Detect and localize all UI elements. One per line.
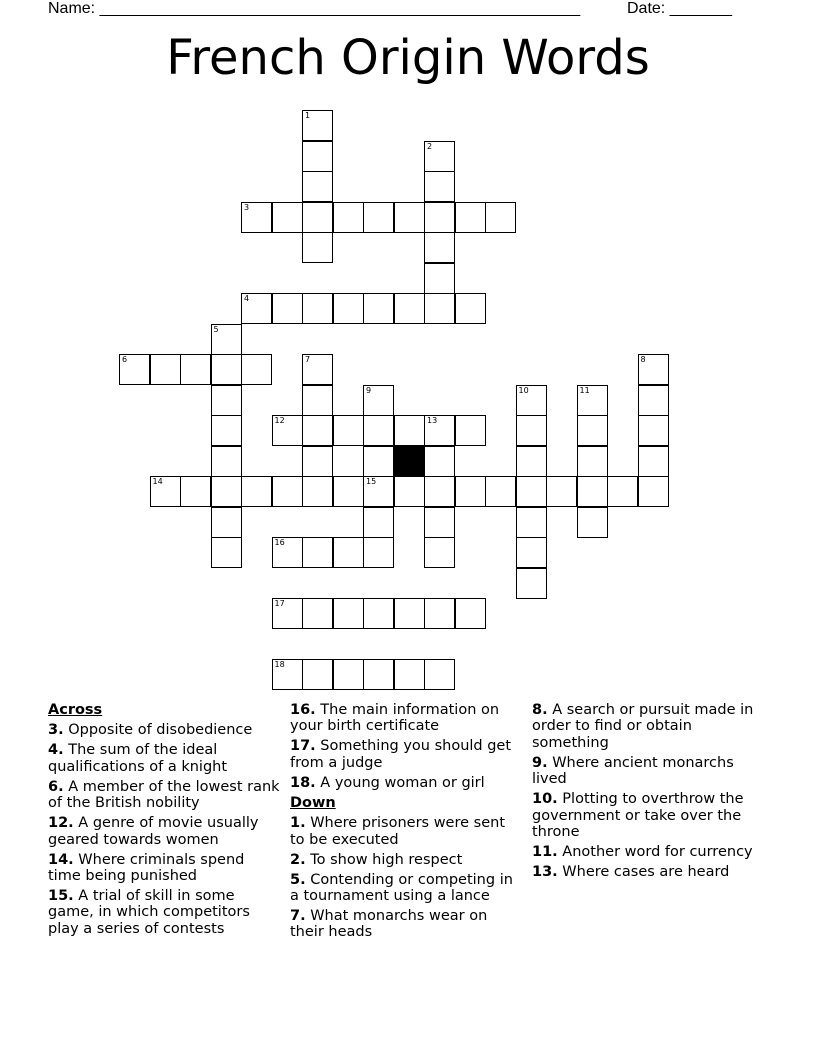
grid-cell[interactable]	[516, 537, 547, 568]
grid-cell[interactable]	[241, 293, 272, 324]
grid-cell[interactable]	[424, 659, 455, 690]
grid-cell[interactable]	[333, 293, 364, 324]
clue-across-18: 18. A young woman or girl	[290, 774, 485, 791]
grid-cell[interactable]	[516, 415, 547, 446]
page-title: French Origin Words	[166, 30, 650, 86]
grid-cell[interactable]	[333, 537, 364, 568]
grid-cell[interactable]	[241, 354, 272, 385]
grid-cell[interactable]	[424, 293, 455, 324]
clue-across-3: 3. Opposite of disobedience	[48, 722, 253, 739]
clue-number: 8	[640, 355, 646, 364]
grid-cell[interactable]	[211, 415, 242, 446]
clue-across-15: 15. A trial of skill in some game, in which competitors play a series of contests	[48, 888, 250, 937]
grid-cell[interactable]	[638, 415, 669, 446]
grid-cell[interactable]	[455, 293, 486, 324]
grid-cell[interactable]	[424, 537, 455, 568]
clue-down-5: 5. Contending or competing in a tournament using a lance	[290, 871, 513, 905]
grid-cell[interactable]	[424, 598, 455, 629]
grid-cell[interactable]	[485, 202, 516, 233]
grid-cell[interactable]	[424, 446, 455, 477]
grid-cell[interactable]	[211, 324, 242, 355]
across-heading: Across	[48, 702, 103, 718]
grid-cell[interactable]	[607, 476, 638, 507]
grid-cell[interactable]	[363, 202, 394, 233]
grid-cell[interactable]	[333, 598, 364, 629]
clue-number: 1	[305, 111, 311, 120]
grid-cell[interactable]	[180, 354, 211, 385]
grid-cell[interactable]	[455, 415, 486, 446]
grid-cell[interactable]	[394, 659, 425, 690]
grid-cell[interactable]	[211, 476, 242, 507]
grid-cell[interactable]	[302, 446, 333, 477]
grid-cell[interactable]	[302, 415, 333, 446]
down-heading: Down	[290, 794, 336, 811]
grid-cell[interactable]	[363, 446, 394, 477]
grid-cell[interactable]	[272, 202, 303, 233]
clues-column-1	[48, 702, 280, 941]
grid-cell[interactable]	[302, 202, 333, 233]
clue-down-2: 2. To show high respect	[290, 851, 463, 868]
clue-down-13: 13. Where cases are heard	[532, 864, 730, 881]
grid-cell[interactable]	[638, 354, 669, 385]
grid-cell[interactable]	[424, 263, 455, 294]
grid-cell[interactable]	[455, 476, 486, 507]
clue-number: 14	[152, 477, 163, 486]
grid-cell[interactable]	[394, 598, 425, 629]
grid-cell[interactable]	[394, 415, 425, 446]
grid-cell[interactable]	[302, 537, 333, 568]
grid-cell[interactable]	[424, 141, 455, 172]
grid-cell[interactable]	[638, 476, 669, 507]
grid-cell[interactable]	[272, 293, 303, 324]
grid-cell[interactable]	[394, 293, 425, 324]
grid-cell[interactable]	[455, 598, 486, 629]
grid-cell[interactable]	[119, 354, 150, 385]
grid-cell[interactable]	[302, 110, 333, 141]
grid-cell[interactable]	[241, 202, 272, 233]
grid-cell[interactable]	[211, 446, 242, 477]
date-field-label: Date: _______	[627, 0, 732, 17]
clue-number: 12	[274, 416, 285, 425]
grid-cell[interactable]	[363, 476, 394, 507]
grid-cell[interactable]	[211, 507, 242, 538]
grid-black-square	[394, 446, 425, 477]
grid-cell[interactable]	[211, 537, 242, 568]
grid-cell[interactable]	[424, 232, 455, 263]
clue-down-8: 8. A search or pursuit made in order to find or obtain something	[532, 702, 754, 751]
clue-down-7: 7. What monarchs wear on their heads	[290, 908, 488, 941]
clue-across-17: 17. Something you should get from a judge	[290, 738, 512, 771]
grid-cell[interactable]	[333, 659, 364, 690]
grid-cell[interactable]	[516, 476, 547, 507]
clue-number: 9	[366, 385, 372, 395]
clue-down-10: 10. Plotting to overthrow the government or take over the throne	[532, 791, 744, 841]
clues-column-2	[290, 702, 522, 944]
grid-cell[interactable]	[302, 659, 333, 690]
grid-cell[interactable]	[485, 476, 516, 507]
clue-number: 16	[274, 538, 285, 547]
grid-cell[interactable]	[363, 507, 394, 538]
grid-cell[interactable]	[363, 659, 394, 690]
grid-cell[interactable]	[272, 659, 303, 690]
grid-cell[interactable]	[302, 598, 333, 629]
grid-cell[interactable]	[394, 476, 425, 507]
clue-number: 18	[274, 660, 285, 669]
grid-cell[interactable]	[272, 415, 303, 446]
clues-column-3	[532, 702, 764, 884]
grid-cell[interactable]	[302, 141, 333, 172]
clue-number: 5	[213, 324, 219, 334]
grid-cell[interactable]	[424, 171, 455, 202]
grid-cell[interactable]	[272, 598, 303, 629]
clue-across-12: 12. A genre of movie usually geared towards women	[48, 815, 259, 848]
grid-cell[interactable]	[302, 385, 333, 416]
grid-cell[interactable]	[424, 507, 455, 538]
clue-number: 2	[427, 141, 433, 151]
clue-number: 6	[122, 355, 128, 364]
grid-cell[interactable]	[455, 202, 486, 233]
clue-across-4: 4. The sum of the ideal qualifications of a knight	[48, 742, 228, 775]
grid-cell[interactable]	[577, 446, 608, 477]
grid-cell[interactable]	[577, 476, 608, 507]
clue-down-11: 11. Another word for currency	[532, 844, 753, 861]
grid-cell[interactable]	[150, 354, 181, 385]
name-field-label: Name: ______________________________________________________	[48, 0, 581, 17]
clue-number: 11	[579, 385, 590, 395]
grid-cell[interactable]	[302, 293, 333, 324]
grid-cell[interactable]	[577, 385, 608, 416]
grid-cell[interactable]	[424, 476, 455, 507]
grid-cell[interactable]	[211, 385, 242, 416]
grid-cell[interactable]	[577, 415, 608, 446]
grid-cell[interactable]	[333, 476, 364, 507]
grid-cell[interactable]	[363, 293, 394, 324]
grid-cell[interactable]	[638, 385, 669, 416]
grid-cell[interactable]	[516, 385, 547, 416]
clue-number: 13	[427, 416, 438, 425]
clue-number: 17	[274, 599, 285, 608]
grid-cell[interactable]	[211, 354, 242, 385]
grid-cell[interactable]	[302, 354, 333, 385]
grid-cell[interactable]	[363, 598, 394, 629]
clue-down-1: 1. Where prisoners were sent to be executed	[290, 815, 505, 848]
clue-number: 7	[305, 355, 311, 364]
grid-cell[interactable]	[516, 446, 547, 477]
grid-cell[interactable]	[424, 415, 455, 446]
clue-across-6: 6. A member of the lowest rank of the British nobility	[48, 778, 280, 812]
grid-cell[interactable]	[333, 415, 364, 446]
clue-down-9: 9. Where ancient monarchs lived	[532, 754, 734, 788]
grid-cell[interactable]	[302, 232, 333, 263]
clue-across-16: 16. The main information on your birth certificate	[290, 702, 500, 735]
grid-cell[interactable]	[150, 476, 181, 507]
grid-cell[interactable]	[272, 476, 303, 507]
grid-cell[interactable]	[333, 202, 364, 233]
grid-cell[interactable]	[180, 476, 211, 507]
grid-cell[interactable]	[363, 385, 394, 416]
grid-cell[interactable]	[638, 446, 669, 477]
clue-number: 15	[366, 477, 377, 486]
grid-cell[interactable]	[363, 415, 394, 446]
clue-across-14: 14. Where criminals spend time being punished	[48, 851, 245, 885]
grid-cell[interactable]	[424, 202, 455, 233]
grid-cell[interactable]	[546, 476, 577, 507]
grid-cell[interactable]	[516, 568, 547, 599]
clue-number: 4	[244, 294, 250, 303]
grid-cell[interactable]	[577, 507, 608, 538]
grid-cell[interactable]	[394, 202, 425, 233]
grid-cell[interactable]	[363, 537, 394, 568]
clue-number: 3	[244, 202, 250, 212]
grid-cell[interactable]	[241, 476, 272, 507]
grid-cell[interactable]	[516, 507, 547, 538]
grid-cell[interactable]	[302, 171, 333, 202]
grid-cell[interactable]	[302, 476, 333, 507]
grid-cell[interactable]	[272, 537, 303, 568]
clue-number: 10	[518, 385, 529, 395]
